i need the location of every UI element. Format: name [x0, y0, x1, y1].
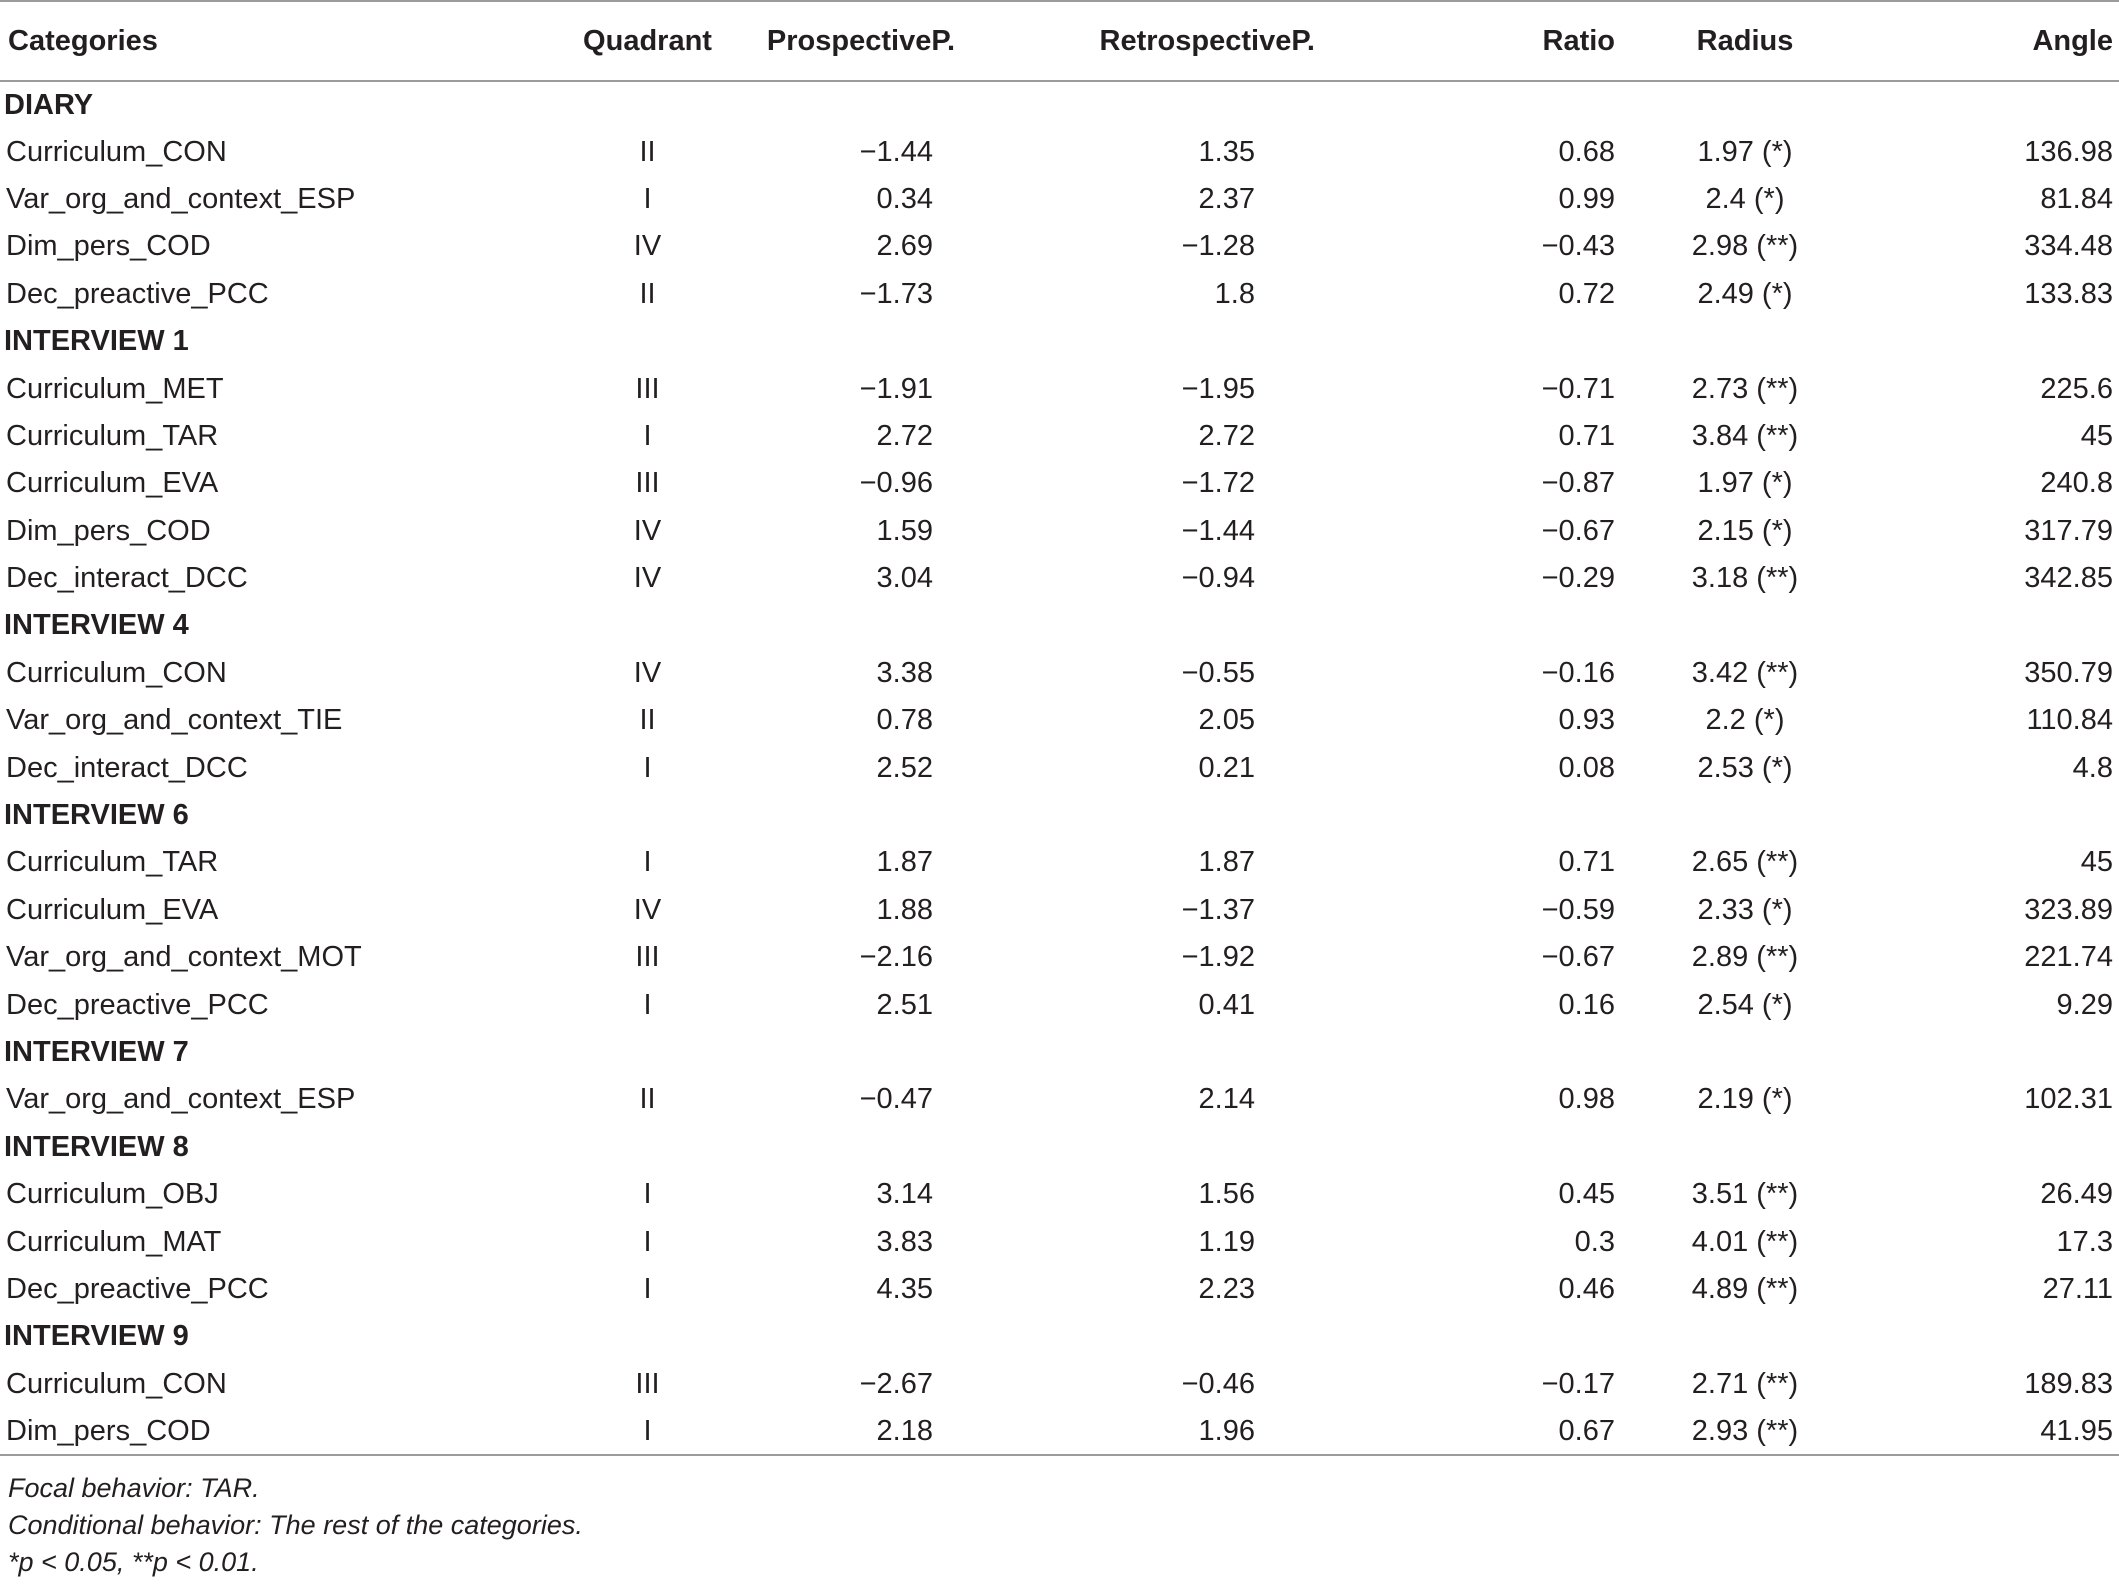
- cell-retrospective: −0.46: [1181, 1367, 1255, 1400]
- cell-ratio: −0.16: [1541, 656, 1615, 689]
- group-title: INTERVIEW 4: [4, 609, 189, 642]
- table-row: [0, 555, 2119, 602]
- group-header-row: [0, 602, 2119, 649]
- cell-category: Curriculum_MET: [6, 372, 224, 405]
- cell-radius: 2.89 (**): [1691, 941, 1799, 974]
- group-header-row: [0, 1313, 2119, 1360]
- cell-quadrant: I: [643, 988, 652, 1021]
- cell-quadrant: III: [635, 372, 660, 405]
- cell-ratio: 0.99: [1558, 182, 1615, 215]
- cell-angle: 45: [2080, 846, 2113, 879]
- cell-prospective: 2.72: [876, 419, 933, 452]
- cell-angle: 45: [2080, 419, 2113, 452]
- table-row: [0, 1361, 2119, 1408]
- header-quadrant: Quadrant: [440, 1, 715, 81]
- table-row: [0, 839, 2119, 886]
- cell-quadrant: II: [639, 1083, 656, 1116]
- cell-ratio: 0.67: [1558, 1414, 1615, 1447]
- cell-retrospective: 2.14: [1198, 1083, 1255, 1116]
- cell-ratio: 0.98: [1558, 1083, 1615, 1116]
- cell-category: Dec_preactive_PCC: [6, 1272, 269, 1305]
- table-row: [0, 887, 2119, 934]
- cell-quadrant: II: [639, 135, 656, 168]
- cell-angle: 9.29: [2056, 988, 2113, 1021]
- cell-prospective: 2.52: [876, 751, 933, 784]
- cell-retrospective: −1.72: [1181, 467, 1255, 500]
- table-footer: [0, 1455, 2119, 1581]
- cell-ratio: 0.68: [1558, 135, 1615, 168]
- group-title: INTERVIEW 6: [4, 799, 189, 832]
- cell-category: Curriculum_CON: [6, 1367, 227, 1400]
- table-row: [0, 697, 2119, 744]
- cell-category: Dec_preactive_PCC: [6, 277, 269, 310]
- group-title: INTERVIEW 1: [4, 325, 189, 358]
- cell-quadrant: I: [643, 846, 652, 879]
- cell-retrospective: 1.19: [1198, 1225, 1255, 1258]
- cell-retrospective: 2.05: [1198, 704, 1255, 737]
- cell-radius: 2.4 (*): [1705, 182, 1785, 215]
- cell-retrospective: 1.87: [1198, 846, 1255, 879]
- cell-radius: 2.15 (*): [1697, 514, 1793, 547]
- cell-angle: 4.8: [2072, 751, 2113, 784]
- table-row: [0, 1408, 2119, 1455]
- cell-angle: 110.84: [2026, 704, 2113, 737]
- cell-ratio: −0.71: [1541, 372, 1615, 405]
- cell-quadrant: III: [635, 1367, 660, 1400]
- cell-prospective: −2.16: [859, 941, 933, 974]
- cell-radius: 2.71 (**): [1691, 1367, 1799, 1400]
- table-row: [0, 271, 2119, 318]
- group-title: DIARY: [4, 88, 94, 121]
- cell-retrospective: 1.56: [1198, 1178, 1255, 1211]
- header-row: [0, 1, 2119, 81]
- table-row: [0, 981, 2119, 1028]
- footnote-row: [0, 1455, 2119, 1581]
- cell-retrospective: 2.23: [1198, 1272, 1255, 1305]
- cell-angle: 189.83: [2024, 1367, 2113, 1400]
- cell-quadrant: III: [635, 467, 660, 500]
- cell-retrospective: 1.8: [1214, 277, 1255, 310]
- footnotes: [0, 1455, 2119, 1581]
- cell-retrospective: −1.28: [1181, 230, 1255, 263]
- cell-retrospective: −1.37: [1181, 893, 1255, 926]
- cell-quadrant: II: [639, 277, 656, 310]
- cell-quadrant: IV: [633, 514, 662, 547]
- header-angle: Angle: [1875, 1, 2119, 81]
- cell-quadrant: IV: [633, 893, 662, 926]
- cell-prospective: −1.44: [859, 135, 933, 168]
- cell-prospective: 3.83: [876, 1225, 933, 1258]
- header-categories: Categories: [0, 1, 440, 81]
- cell-prospective: −1.73: [859, 277, 933, 310]
- cell-category: Dim_pers_COD: [6, 514, 211, 547]
- cell-prospective: 3.38: [876, 656, 933, 689]
- cell-radius: 2.54 (*): [1697, 988, 1793, 1021]
- cell-ratio: −0.59: [1541, 893, 1615, 926]
- cell-category: Curriculum_EVA: [6, 467, 219, 500]
- cell-radius: 2.53 (*): [1697, 751, 1793, 784]
- cell-angle: 102.31: [2024, 1083, 2113, 1116]
- table-row: [0, 934, 2119, 981]
- cell-quadrant: III: [635, 941, 660, 974]
- cell-quadrant: I: [643, 1178, 652, 1211]
- cell-radius: 3.42 (**): [1691, 656, 1799, 689]
- cell-category: Curriculum_EVA: [6, 893, 219, 926]
- cell-category: Curriculum_TAR: [6, 846, 219, 879]
- cell-prospective: −0.96: [859, 467, 933, 500]
- cell-radius: 2.19 (*): [1697, 1083, 1793, 1116]
- cell-radius: 4.01 (**): [1691, 1225, 1799, 1258]
- cell-radius: 2.73 (**): [1691, 372, 1799, 405]
- cell-category: Curriculum_CON: [6, 656, 227, 689]
- cell-ratio: −0.67: [1541, 941, 1615, 974]
- cell-angle: 323.89: [2024, 893, 2113, 926]
- cell-retrospective: −0.55: [1181, 656, 1255, 689]
- group-header-row: [0, 81, 2119, 128]
- cell-ratio: 0.46: [1558, 1272, 1615, 1305]
- cell-angle: 240.8: [2040, 467, 2113, 500]
- cell-radius: 4.89 (**): [1691, 1272, 1799, 1305]
- cell-angle: 136.98: [2024, 135, 2113, 168]
- cell-angle: 17.3: [2056, 1225, 2113, 1258]
- cell-quadrant: I: [643, 182, 652, 215]
- table-body: [0, 81, 2119, 1455]
- cell-ratio: −0.43: [1541, 230, 1615, 263]
- cell-retrospective: 1.35: [1198, 135, 1255, 168]
- cell-retrospective: 1.96: [1198, 1414, 1255, 1447]
- cell-prospective: 2.18: [876, 1414, 933, 1447]
- cell-ratio: 0.08: [1558, 751, 1615, 784]
- cell-ratio: 0.71: [1558, 419, 1615, 452]
- cell-quadrant: IV: [633, 230, 662, 263]
- cell-prospective: 4.35: [876, 1272, 933, 1305]
- cell-category: Var_org_and_context_ESP: [6, 182, 356, 215]
- cell-retrospective: 2.72: [1198, 419, 1255, 452]
- cell-radius: 2.98 (**): [1691, 230, 1799, 263]
- cell-prospective: 3.14: [876, 1178, 933, 1211]
- header-prospective: ProspectiveP.: [715, 1, 955, 81]
- table-row: [0, 128, 2119, 175]
- cell-retrospective: 0.21: [1198, 751, 1255, 784]
- footnote-focal: Focal behavior: TAR.: [8, 1473, 260, 1504]
- cell-prospective: −1.91: [859, 372, 933, 405]
- cell-prospective: 0.34: [876, 182, 933, 215]
- group-title: INTERVIEW 9: [4, 1320, 189, 1353]
- cell-ratio: 0.71: [1558, 846, 1615, 879]
- cell-radius: 2.49 (*): [1697, 277, 1793, 310]
- cell-category: Curriculum_TAR: [6, 419, 219, 452]
- cell-prospective: 0.78: [876, 704, 933, 737]
- footnote-conditional: Conditional behavior: The rest of the categories.: [8, 1510, 583, 1541]
- cell-category: Curriculum_OBJ: [6, 1178, 219, 1211]
- cell-category: Dim_pers_COD: [6, 230, 211, 263]
- cell-category: Dim_pers_COD: [6, 1414, 211, 1447]
- cell-ratio: −0.87: [1541, 467, 1615, 500]
- footnote-significance: *p < 0.05, **p < 0.01.: [8, 1547, 259, 1578]
- cell-angle: 133.83: [2024, 277, 2113, 310]
- cell-radius: 3.84 (**): [1691, 419, 1799, 452]
- table-row: [0, 744, 2119, 791]
- cell-radius: 3.51 (**): [1691, 1178, 1799, 1211]
- cell-category: Curriculum_CON: [6, 135, 227, 168]
- cell-angle: 350.79: [2024, 656, 2113, 689]
- cell-angle: 81.84: [2040, 182, 2113, 215]
- header-ratio: Ratio: [1315, 1, 1615, 81]
- table-row: [0, 223, 2119, 270]
- cell-category: Var_org_and_context_ESP: [6, 1083, 356, 1116]
- cell-prospective: 2.69: [876, 230, 933, 263]
- cell-angle: 27.11: [2042, 1272, 2113, 1305]
- cell-angle: 334.48: [2024, 230, 2113, 263]
- cell-prospective: 1.87: [876, 846, 933, 879]
- cell-radius: 2.2 (*): [1705, 704, 1785, 737]
- cell-quadrant: I: [643, 1225, 652, 1258]
- table-row: [0, 176, 2119, 223]
- table-row: [0, 460, 2119, 507]
- cell-radius: 2.93 (**): [1691, 1414, 1799, 1447]
- cell-prospective: −0.47: [859, 1083, 933, 1116]
- cell-category: Dec_interact_DCC: [6, 562, 248, 595]
- cell-angle: 41.95: [2040, 1414, 2113, 1447]
- cell-ratio: 0.3: [1574, 1225, 1615, 1258]
- cell-angle: 26.49: [2040, 1178, 2113, 1211]
- table-row: [0, 1171, 2119, 1218]
- table-row: [0, 1218, 2119, 1265]
- table-row: [0, 1076, 2119, 1123]
- table-row: [0, 1266, 2119, 1313]
- group-header-row: [0, 1029, 2119, 1076]
- cell-quadrant: IV: [633, 656, 662, 689]
- cell-retrospective: 2.37: [1198, 182, 1255, 215]
- cell-ratio: 0.16: [1558, 988, 1615, 1021]
- cell-prospective: 3.04: [876, 562, 933, 595]
- cell-radius: 2.65 (**): [1691, 846, 1799, 879]
- cell-ratio: −0.67: [1541, 514, 1615, 547]
- cell-retrospective: −0.94: [1181, 562, 1255, 595]
- cell-retrospective: −1.95: [1181, 372, 1255, 405]
- cell-category: Dec_preactive_PCC: [6, 988, 269, 1021]
- cell-quadrant: IV: [633, 562, 662, 595]
- group-title: INTERVIEW 8: [4, 1130, 189, 1163]
- cell-radius: 1.97 (*): [1697, 135, 1793, 168]
- table-row: [0, 365, 2119, 412]
- cell-ratio: −0.17: [1541, 1367, 1615, 1400]
- cell-quadrant: I: [643, 1414, 652, 1447]
- cell-quadrant: II: [639, 704, 656, 737]
- cell-radius: 1.97 (*): [1697, 467, 1793, 500]
- table-header: [0, 1, 2119, 81]
- cell-angle: 317.79: [2024, 514, 2113, 547]
- cell-category: Curriculum_MAT: [6, 1225, 222, 1258]
- cell-angle: 342.85: [2024, 562, 2113, 595]
- table-row: [0, 508, 2119, 555]
- cell-retrospective: −1.44: [1181, 514, 1255, 547]
- group-header-row: [0, 792, 2119, 839]
- cell-category: Var_org_and_context_TIE: [6, 704, 343, 737]
- cell-ratio: −0.29: [1541, 562, 1615, 595]
- group-header-row: [0, 1124, 2119, 1171]
- cell-retrospective: −1.92: [1181, 941, 1255, 974]
- cell-quadrant: I: [643, 1272, 652, 1305]
- cell-angle: 225.6: [2040, 372, 2113, 405]
- cell-retrospective: 0.41: [1198, 988, 1255, 1021]
- cell-prospective: 2.51: [876, 988, 933, 1021]
- table-row: [0, 650, 2119, 697]
- cell-radius: 3.18 (**): [1691, 562, 1799, 595]
- cell-radius: 2.33 (*): [1697, 893, 1793, 926]
- cell-category: Dec_interact_DCC: [6, 751, 248, 784]
- cell-prospective: 1.59: [876, 514, 933, 547]
- cell-angle: 221.74: [2024, 941, 2113, 974]
- header-radius: Radius: [1615, 1, 1875, 81]
- group-title: INTERVIEW 7: [4, 1036, 189, 1068]
- cell-quadrant: I: [643, 419, 652, 452]
- group-header-row: [0, 318, 2119, 365]
- cell-prospective: 1.88: [876, 893, 933, 926]
- cell-ratio: 0.93: [1558, 704, 1615, 737]
- cell-category: Var_org_and_context_MOT: [6, 941, 362, 974]
- cell-ratio: 0.45: [1558, 1178, 1615, 1211]
- cell-quadrant: I: [643, 751, 652, 784]
- header-retrospective: RetrospectiveP.: [955, 1, 1315, 81]
- cell-prospective: −2.67: [859, 1367, 933, 1400]
- cell-ratio: 0.72: [1558, 277, 1615, 310]
- table-row: [0, 413, 2119, 460]
